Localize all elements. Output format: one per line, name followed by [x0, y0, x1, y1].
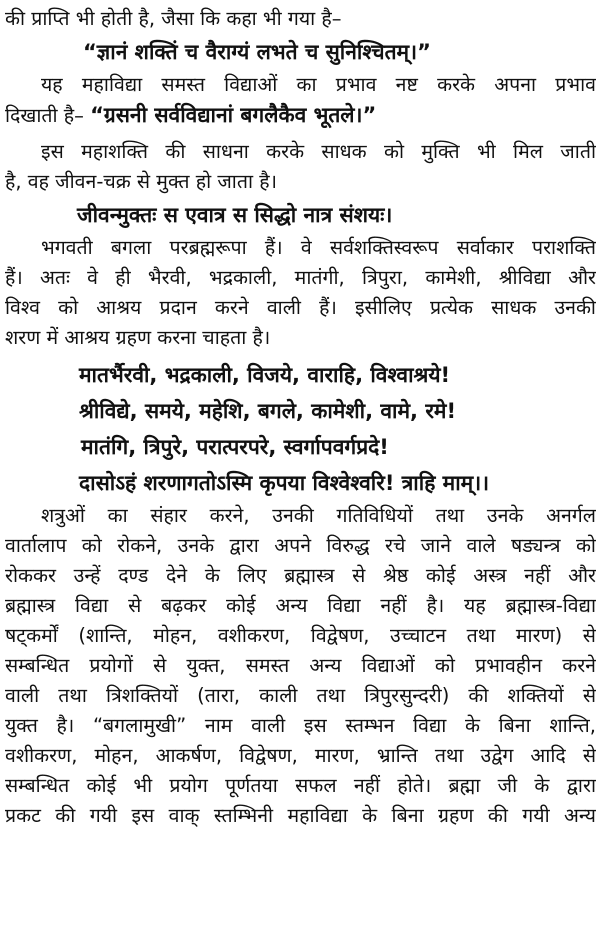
paragraph-line: वाली तथा त्रिशक्तियों (तारा, काली तथा त्रिपुरसुन्दरी) की शक्तियों से — [5, 684, 596, 707]
verse-line: जीवन्मुक्तः स एवात्र स सिद्धो नात्र संशयः। — [77, 203, 393, 227]
inline-verse: “ग्रसनी सर्वविद्यानां बगलैकैव भूतले।” — [90, 103, 377, 127]
paragraph-line: है, वह जीवन-चक्र से मुक्त हो जाता है। — [5, 170, 277, 193]
paragraph-line: रोककर उन्हें दण्ड देने के लिए ब्रह्मास्त्र से श्रेष्ठ कोई अस्त्र नहीं और — [5, 564, 596, 587]
paragraph-line: भगवती बगला परब्रह्मरूपा हैं। वे सर्वशक्तिस्वरूप सर्वाकार पराशक्ति — [41, 236, 596, 259]
verse-line: “ज्ञानं शक्तिं च वैराग्यं लभते च सुनिश्चितम्।” — [83, 40, 431, 64]
paragraph-line: वशीकरण, मोहन, आकर्षण, विद्वेषण, मारण, भ्रान्ति तथा उद्वेग आदि से — [5, 744, 596, 767]
paragraph-text: दिखाती है– — [5, 104, 84, 127]
paragraph-line: शत्रुओं का संहार करने, उनकी गतिविधियों तथा उनके अनर्गल — [41, 504, 596, 527]
paragraph-line — [5, 100, 596, 131]
paragraph-line: सम्बन्धित कोई भी प्रयोग पूर्णतया सफल नहीं होते। ब्रह्मा जी के द्वारा — [5, 774, 596, 797]
paragraph-line: की प्राप्ति भी होती है, जैसा कि कहा भी गया है– — [5, 7, 342, 30]
paragraph-line: यह महाविद्या समस्त विद्याओं का प्रभाव नष्ट करके अपना प्रभाव — [41, 73, 596, 96]
paragraph-line: इस महाशक्ति की साधना करके साधक को मुक्ति भी मिल जाती — [41, 140, 596, 163]
paragraph-line: वार्तालाप को रोकने, उनके द्वारा अपने विरुद्ध रचे जाने वाले षड्यन्त्र को — [5, 534, 596, 557]
verse-line: दासोऽहं शरणागतोऽस्मि कृपया विश्वेश्वरि! त्राहि माम्।। — [79, 471, 490, 495]
paragraph-line: ब्रह्मास्त्र विद्या से बढ़कर कोई अन्य विद्या नहीं है। यह ब्रह्मास्त्र-विद्या — [5, 594, 596, 617]
paragraph-line: विश्व को आश्रय प्रदान करने वाली हैं। इसीलिए प्रत्येक साधक उनकी — [5, 296, 596, 319]
verse-line: मातंगि, त्रिपुरे, परात्परपरे, स्वर्गापवर्गप्रदे! — [81, 435, 389, 459]
paragraph-line: प्रकट की गयी इस वाक् स्तम्भिनी महाविद्या के बिना ग्रहण की गयी अन्य — [5, 804, 596, 827]
verse-line: श्रीविद्ये, समये, महेशि, बगले, कामेशी, वामे, रमे! — [79, 399, 457, 423]
paragraph-line: हैं। अतः वे ही भैरवी, भद्रकाली, मातंगी, त्रिपुरा, कामेशी, श्रीविद्या और — [5, 266, 596, 289]
paragraph-line: षट्कर्मों (शान्ति, मोहन, वशीकरण, विद्वेषण, उच्चाटन तथा मारण) से — [5, 624, 596, 647]
paragraph-line: सम्बन्धित प्रयोगों से युक्त, समस्त अन्य विद्याओं को प्रभावहीन करने — [5, 654, 596, 677]
paragraph-line: युक्त है। “बगलामुखी” नाम वाली इस स्तम्भन विद्या के बिना शान्ति, — [5, 714, 596, 737]
paragraph-line: शरण में आश्रय ग्रहण करना चाहता है। — [5, 326, 271, 349]
verse-line: मातर्भैरवी, भद्रकाली, विजये, वाराहि, विश्वाश्रये! — [79, 363, 451, 387]
